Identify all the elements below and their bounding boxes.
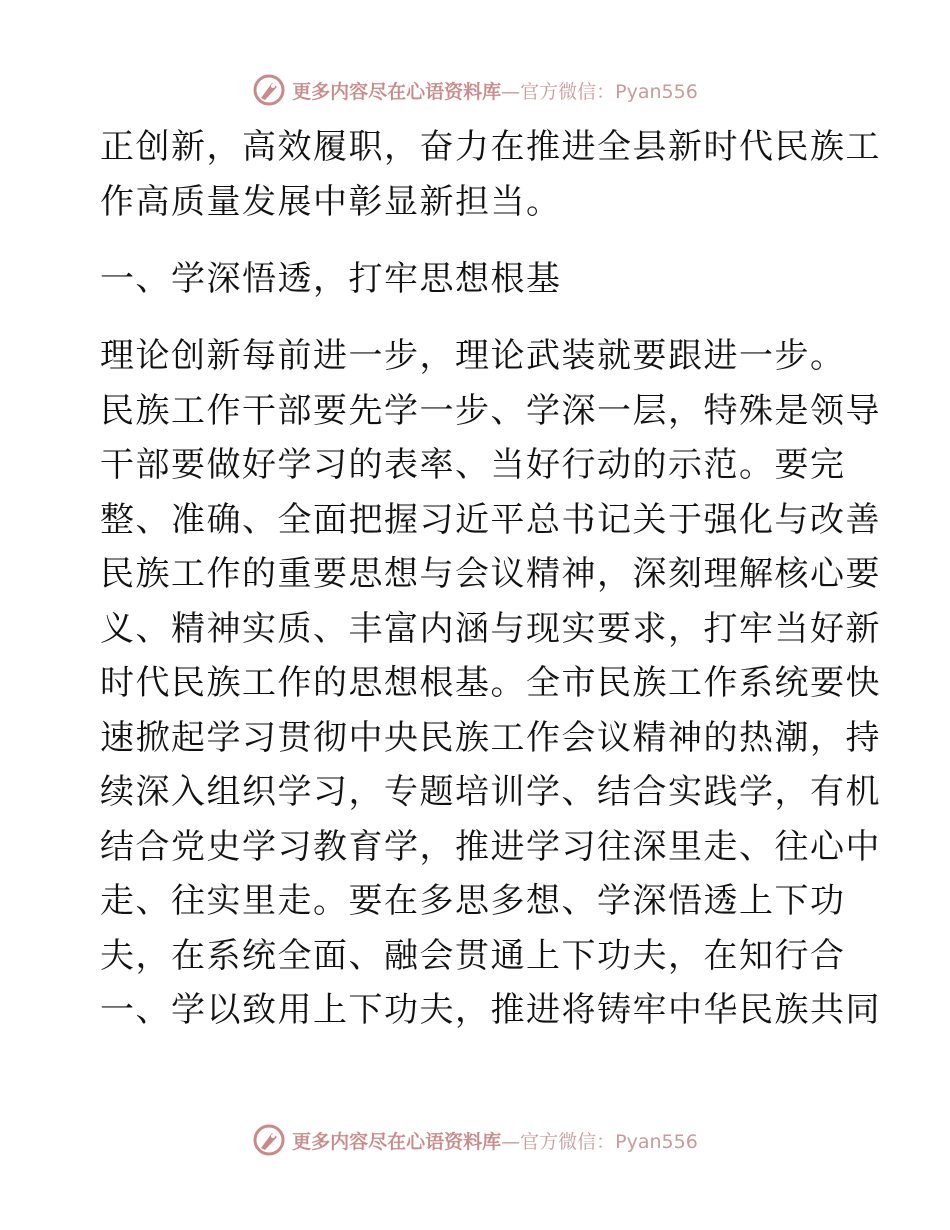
pen-nib-circle-icon	[252, 1123, 286, 1157]
watermark-brand: 更多内容尽在心语资料库	[292, 80, 502, 103]
header-watermark	[0, 70, 950, 110]
text-line: 结合党史学习教育学，推进学习往深里走、往心中	[100, 826, 881, 867]
watermark-text	[292, 77, 698, 104]
document-body	[100, 120, 881, 1038]
text-line: 作高质量发展中彰显新担当。	[100, 181, 562, 222]
text-line: 速掀起学习贯彻中央民族工作会议精神的热潮，持	[100, 717, 881, 758]
watermark-brand: 更多内容尽在心语资料库	[292, 1130, 502, 1153]
text-line: 民族工作干部要先学一步、学深一层，特殊是领导	[100, 390, 881, 431]
paragraph-gap	[100, 229, 850, 251]
text-line: 干部要做好学习的表率、当好行动的示范。要完	[100, 445, 846, 485]
section-heading: 一、学深悟透，打牢思想根基	[100, 259, 562, 299]
text-line: 正创新，高效履职，奋力在推进全县新时代民族工	[100, 127, 881, 167]
text-line: 夫，在系统全面、融会贯通上下功夫，在知行合	[100, 935, 846, 976]
text-line: 民族工作的重要思想与会议精神，深刻理解核心要	[100, 554, 881, 594]
watermark-wechat: —官方微信：Pyan556	[501, 80, 698, 103]
pen-nib-circle-icon	[252, 73, 286, 107]
text-line: 整、准确、全面把握习近平总书记关于强化与改善	[100, 499, 881, 540]
text-line: 一、学以致用上下功夫，推进将铸牢中华民族共同	[100, 990, 881, 1030]
watermark-wechat: —官方微信：Pyan556	[501, 1130, 698, 1153]
text-line: 义、精神实质、丰富内涵与现实要求，打牢当好新	[100, 608, 881, 649]
watermark-text	[292, 1127, 698, 1154]
text-line: 时代民族工作的思想根基。全市民族工作系统要快	[100, 663, 881, 703]
text-line: 理论创新每前进一步，理论武装就要跟进一步。	[100, 336, 846, 376]
footer-watermark	[0, 1120, 950, 1160]
text-line: 续深入组织学习，专题培训学、结合实践学，有机	[100, 772, 881, 812]
text-line: 走、往实里走。要在多思多想、学深悟透上下功	[100, 881, 846, 921]
paragraph-gap	[100, 307, 850, 329]
